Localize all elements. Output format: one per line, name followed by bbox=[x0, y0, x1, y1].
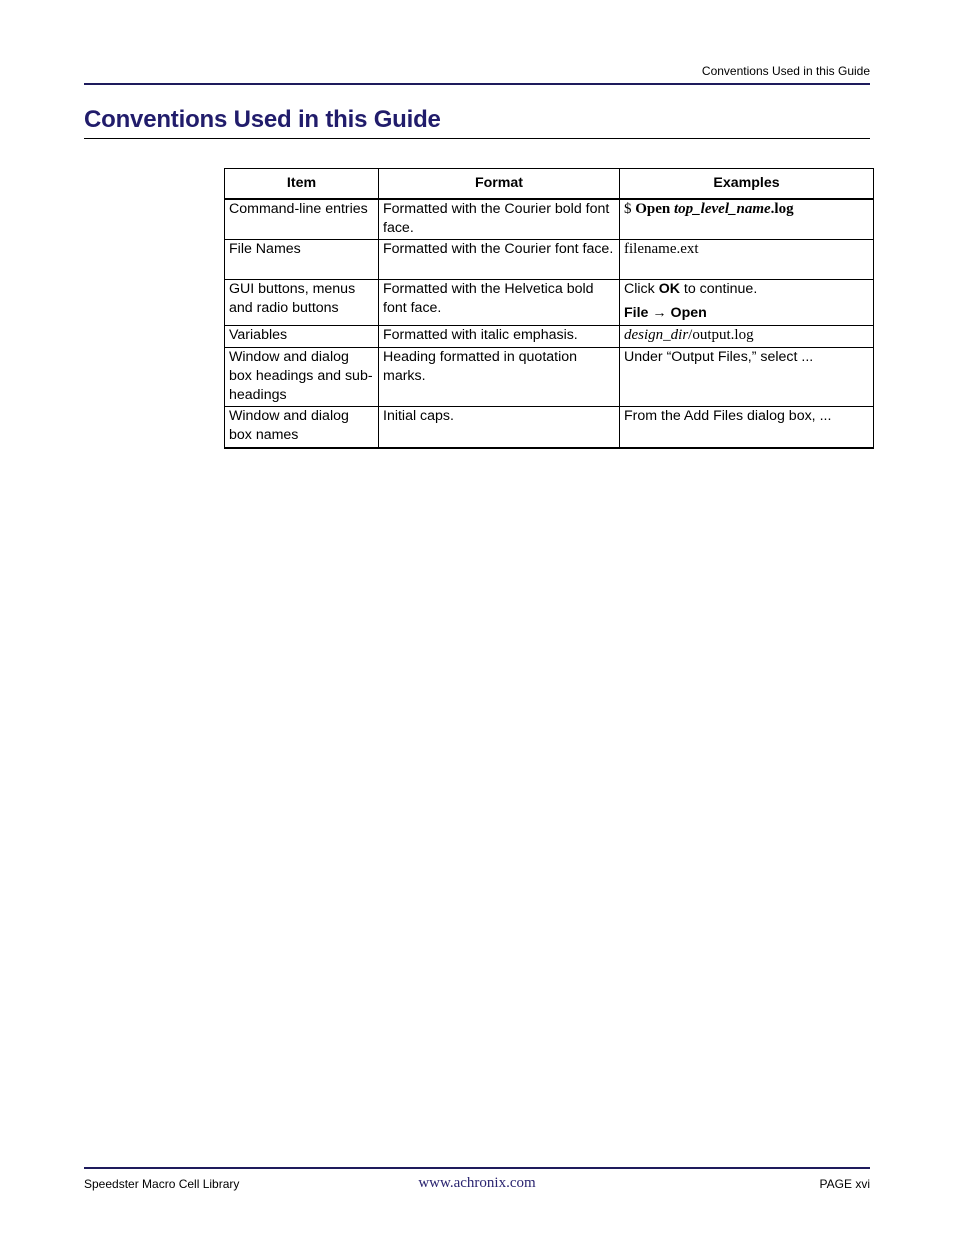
example-pre: Click bbox=[624, 281, 659, 297]
example-menu-file: File bbox=[624, 305, 649, 321]
example-cell bbox=[620, 280, 874, 326]
format-cell: Formatted with the Courier font face. bbox=[379, 240, 620, 280]
arrow-right-icon: → bbox=[652, 305, 667, 321]
example-ok: OK bbox=[658, 281, 680, 297]
footer-document-title: Speedster Macro Cell Library bbox=[84, 1177, 240, 1191]
example-menu-open: Open bbox=[670, 305, 707, 321]
table-row bbox=[225, 280, 874, 326]
column-header-item: Item bbox=[225, 169, 379, 200]
footer-rule bbox=[84, 1167, 870, 1169]
format-cell: Initial caps. bbox=[379, 407, 620, 449]
item-cell: Command-line entries bbox=[225, 199, 379, 240]
table-header-row bbox=[225, 169, 874, 200]
example-cell: Under “Output Files,” select ... bbox=[620, 348, 874, 407]
table-row bbox=[225, 348, 874, 407]
table-row bbox=[225, 199, 874, 240]
example-extension: .log bbox=[770, 201, 794, 217]
example-variable: top_level_name bbox=[674, 201, 771, 217]
format-cell: Heading formatted in quotation marks. bbox=[379, 348, 620, 407]
column-header-examples: Examples bbox=[620, 169, 874, 200]
conventions-table bbox=[224, 168, 874, 449]
format-cell: Formatted with the Courier bold font face. bbox=[379, 199, 620, 240]
column-header-format: Format bbox=[379, 169, 620, 200]
footer-website-link[interactable]: www.achronix.com bbox=[418, 1175, 536, 1191]
item-cell: Window and dialog box headings and sub-headings bbox=[225, 348, 379, 407]
item-cell: Variables bbox=[225, 326, 379, 348]
running-header: Conventions Used in this Guide bbox=[701, 64, 870, 78]
example-prefix: $ bbox=[624, 201, 636, 217]
example-cell bbox=[620, 199, 874, 240]
example-command: Open bbox=[635, 201, 675, 217]
format-cell: Formatted with the Helvetica bold font face. bbox=[379, 280, 620, 326]
item-cell: File Names bbox=[225, 240, 379, 280]
example-cell: filename.ext bbox=[620, 240, 874, 280]
item-cell: Window and dialog box names bbox=[225, 407, 379, 449]
table-row bbox=[225, 407, 874, 449]
example-cell bbox=[620, 326, 874, 348]
title-rule bbox=[84, 138, 870, 139]
example-menu-path bbox=[624, 304, 869, 323]
footer-page-number: PAGE xvi bbox=[819, 1177, 870, 1191]
table-row bbox=[225, 326, 874, 348]
example-italic: design_dir bbox=[624, 327, 689, 343]
item-cell: GUI buttons, menus and radio buttons bbox=[225, 280, 379, 326]
example-normal: /output.log bbox=[688, 327, 754, 343]
format-cell: Formatted with italic emphasis. bbox=[379, 326, 620, 348]
example-cell: From the Add Files dialog box, ... bbox=[620, 407, 874, 449]
page-title: Conventions Used in this Guide bbox=[84, 106, 441, 133]
table-row bbox=[225, 240, 874, 280]
header-rule bbox=[84, 83, 870, 85]
example-post: to continue. bbox=[679, 281, 758, 297]
